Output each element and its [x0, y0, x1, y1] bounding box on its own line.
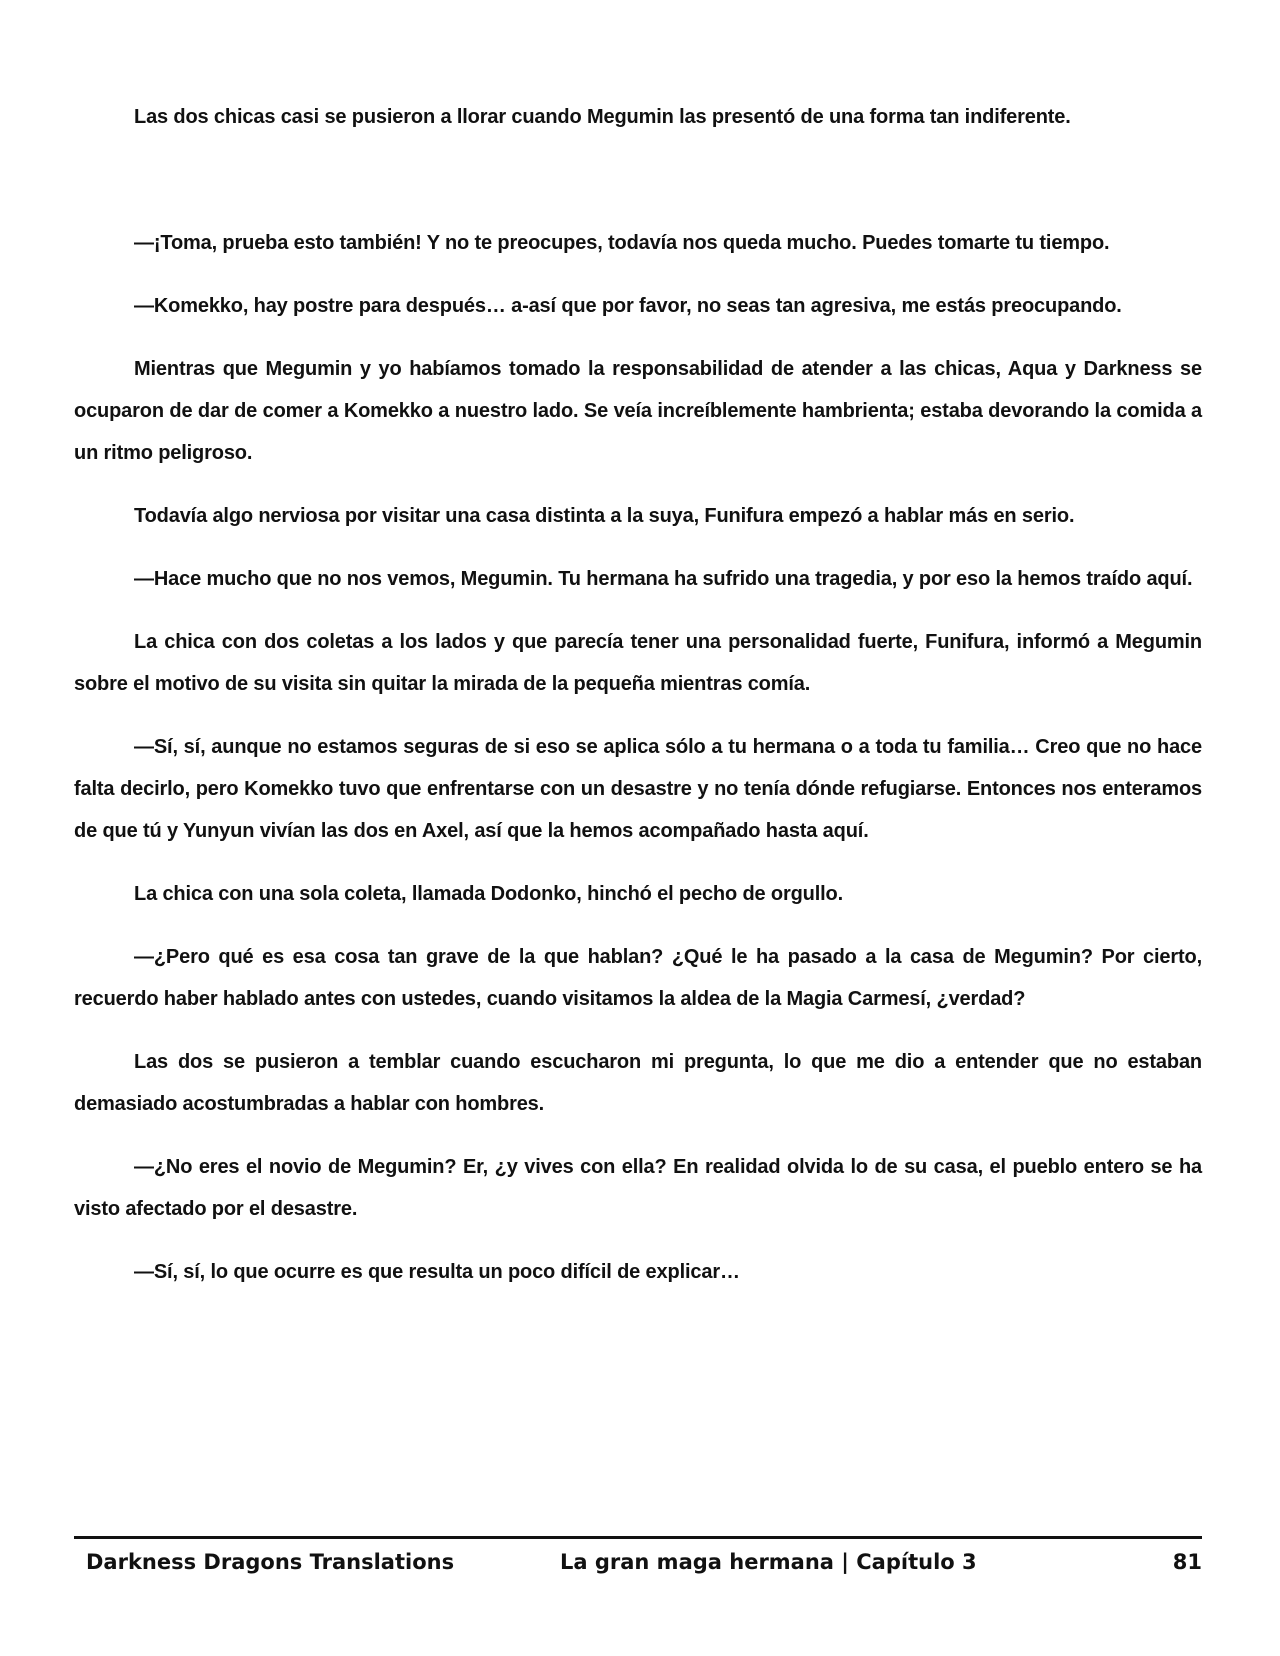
paragraph: —¿Pero qué es esa cosa tan grave de la que hablan? ¿Qué le ha pasado a la casa de Megumin? Por cierto, recuerdo haber hablado antes con ustedes, cuando visitamos la aldea de la Magia Carmesí, ¿verdad? — [74, 946, 1202, 1010]
page-footer — [74, 1544, 1202, 1580]
paragraph: Las dos chicas casi se pusieron a llorar cuando Megumin las presentó de una forma tan indiferente. — [134, 106, 1071, 128]
paragraph: —Sí, sí, lo que ocurre es que resulta un poco difícil de explicar… — [134, 1261, 740, 1283]
paragraph: La chica con dos coletas a los lados y que parecía tener una personalidad fuerte, Funifura, informó a Megumin sobre el motivo de su visita sin quitar la mirada de la pequeña mientras comía. — [74, 631, 1202, 695]
paragraph: —Sí, sí, aunque no estamos seguras de si eso se aplica sólo a tu hermana o a toda tu familia… Creo que no hace falta decirlo, pero Komekko tuvo que enfrentarse con un desastre y no tenía dónde refugiarse. Entonces nos enteramos de que tú y Yunyun vivían las dos en Axel, así que la hemos acompañado hasta aquí. — [74, 736, 1202, 842]
paragraph: Las dos se pusieron a temblar cuando escucharon mi pregunta, lo que me dio a entender que no estaban demasiado acostumbradas a hablar con hombres. — [74, 1051, 1202, 1115]
paragraph: —Komekko, hay postre para después… a-así que por favor, no seas tan agresiva, me estás preocupando. — [134, 295, 1122, 317]
paragraph: La chica con una sola coleta, llamada Dodonko, hinchó el pecho de orgullo. — [134, 883, 844, 905]
footer-publisher: Darkness Dragons Translations — [86, 1550, 455, 1574]
paragraph: —Hace mucho que no nos vemos, Megumin. Tu hermana ha sufrido una tragedia, y por eso la hemos traído aquí. — [134, 568, 1193, 590]
page-body — [74, 96, 1202, 1314]
paragraph: Mientras que Megumin y yo habíamos tomado la responsabilidad de atender a las chicas, Aqua y Darkness se ocuparon de dar de comer a Komekko a nuestro lado. Se veía increíblemente hambrienta; estaba devorando la comida a un ritmo peligroso. — [74, 358, 1202, 464]
paragraph: —¿No eres el novio de Megumin? Er, ¿y vives con ella? En realidad olvida lo de su casa, el pueblo entero se ha visto afectado por el desastre. — [74, 1156, 1202, 1220]
paragraph: —¡Toma, prueba esto también! Y no te preocupes, todavía nos queda mucho. Puedes tomarte tu tiempo. — [134, 232, 1110, 254]
paragraph: Todavía algo nerviosa por visitar una casa distinta a la suya, Funifura empezó a hablar más en serio. — [134, 505, 1075, 527]
footer-divider — [74, 1536, 1202, 1539]
footer-page-number: 81 — [1172, 1550, 1202, 1574]
footer-chapter-title: La gran maga hermana | Capítulo 3 — [560, 1550, 977, 1574]
